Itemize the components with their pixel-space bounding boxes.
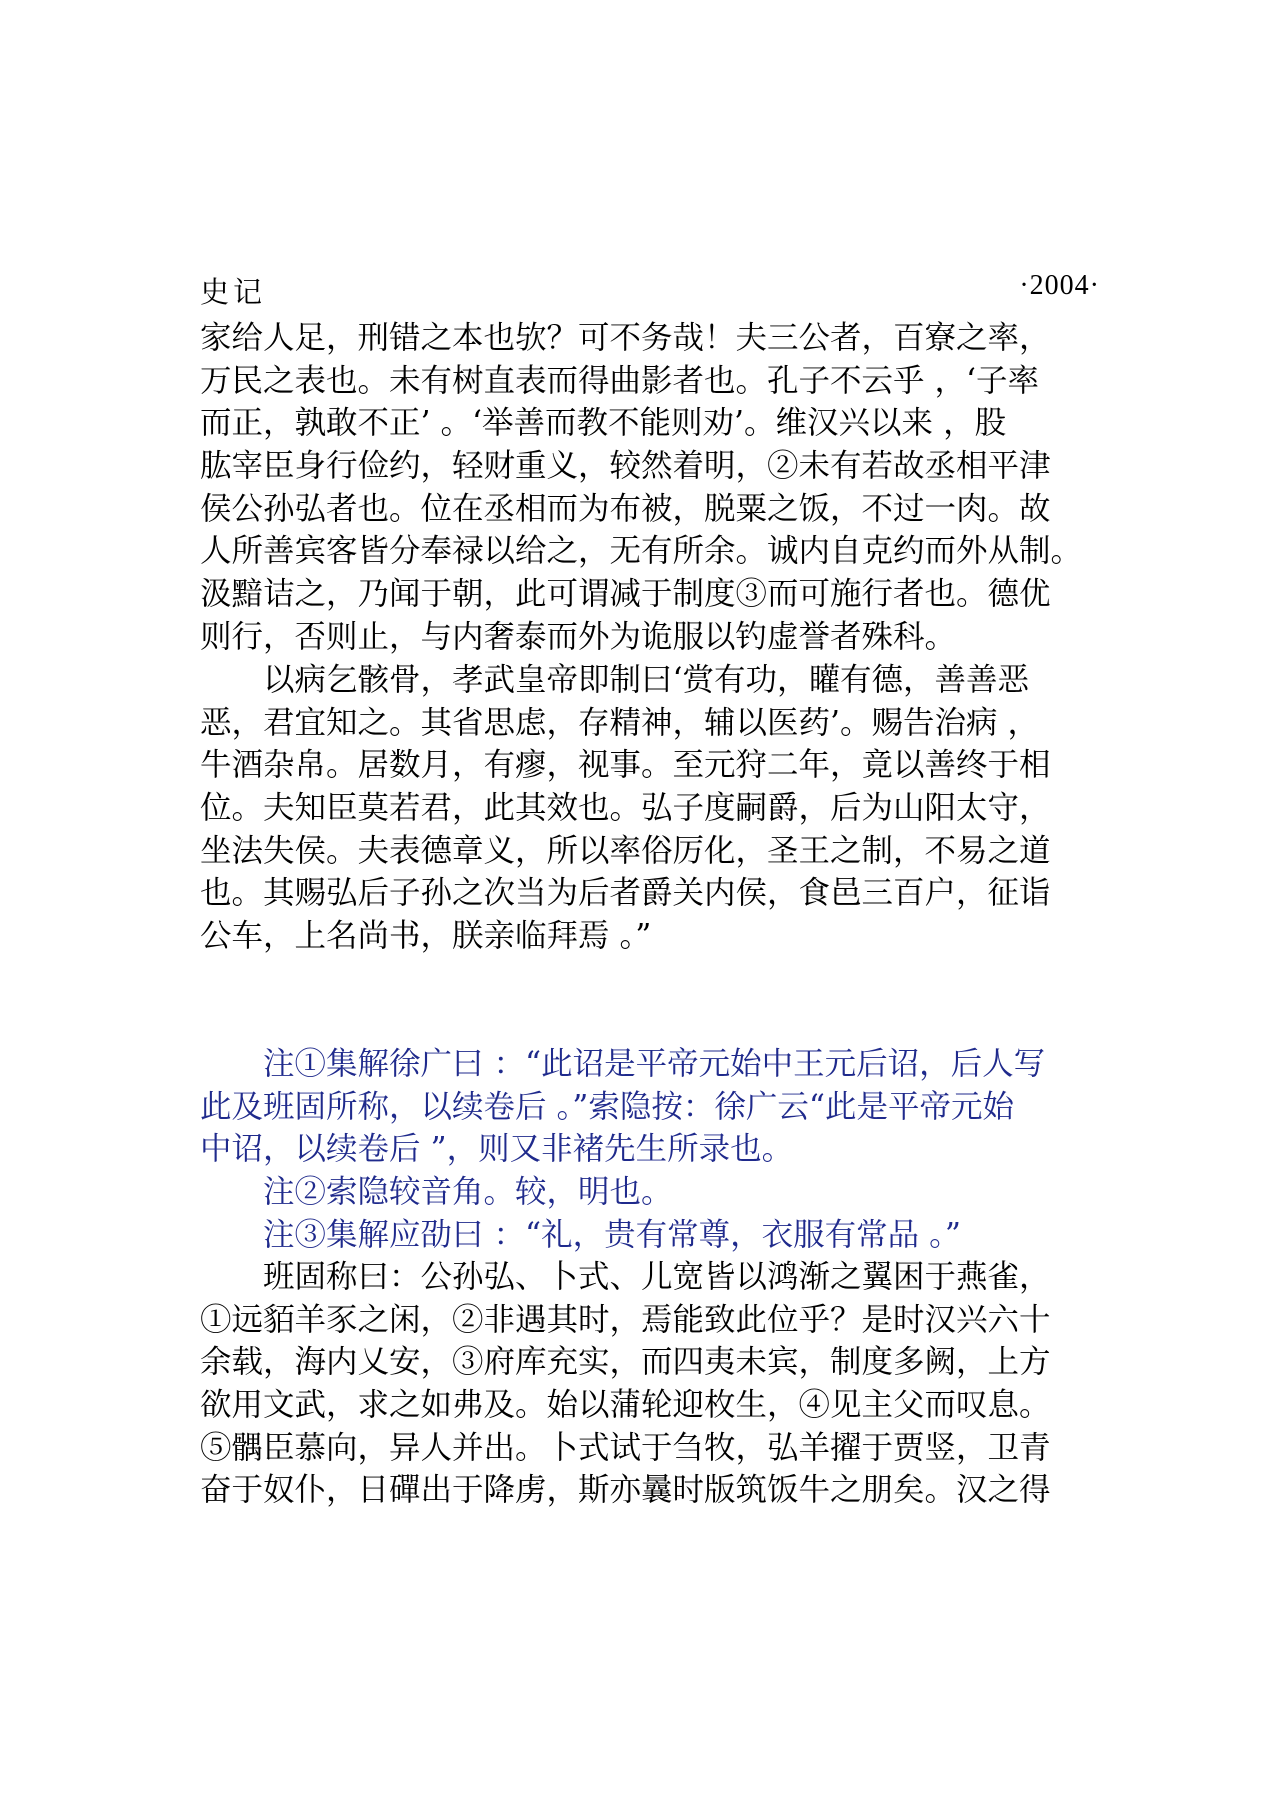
third-paragraph	[200, 1256, 1105, 1512]
text-line	[200, 659, 1105, 702]
note-line	[200, 1171, 1105, 1214]
second-paragraph	[200, 659, 1105, 958]
text-line: 奋于奴仆，日磾出于降虏，斯亦曩时版筑饭牛之朋矣。汉之得	[200, 1472, 1051, 1509]
text-line: 汲黯诘之，乃闻于朝，此可谓减于制度③而可施行者也。德优	[200, 576, 1051, 613]
text-line: 位。夫知臣莫若君，此其效也。弘子度嗣爵，后为山阳太守，	[200, 790, 1051, 827]
book-title: 史记	[200, 275, 267, 309]
text-line: 则行，否则止，与内奢泰而外为诡服以钓虚誉者殊科。	[200, 618, 957, 655]
page-number: ·2004·	[1019, 270, 1100, 301]
text-line: 余载，海内乂安，③府库充实，而四夷未宾，制度多阙，上方	[200, 1344, 1051, 1381]
note-line	[200, 1043, 1105, 1086]
text-line: 万民之表也。未有树直表而得曲影者也。孔子不云乎 ，‘子率	[200, 362, 1040, 399]
line-text: 以病乞骸骨，孝武皇帝即制曰‘赏有功，矔有德，善善恶	[263, 662, 1030, 698]
line-text: 注②索隐较音角。较，明也。	[263, 1174, 673, 1211]
text-line: ①远貊羊豕之闲，②非遇其时，焉能致此位乎？是时汉兴六十	[200, 1301, 1051, 1338]
text-line: 公车，上名尚书，朕亲临拜焉 。”	[200, 918, 652, 955]
text-line: 牛酒杂帛。居数月，有瘳，视事。至元狩二年，竟以善终于相	[200, 747, 1051, 784]
note-line: 中诏，以续卷后 ”，则又非褚先生所录也。	[200, 1131, 794, 1168]
text-line: 肱宰臣身行俭约，轻财重义，较然着明，②未有若故丞相平津	[200, 448, 1051, 485]
page-header	[200, 270, 1100, 310]
text-line: ⑤髃臣慕向，异人并出。卜式试于刍牧，弘羊擢于贾竖，卫青	[200, 1429, 1051, 1466]
text-line: 欲用文武，求之如弗及。始以蒲轮迎枚生，④见主父而叹息。	[200, 1387, 1051, 1424]
line-text: 注③集解应劭曰 ：“礼，贵有常尊，衣服有常品 。”	[263, 1216, 961, 1253]
text-line: 坐法失侯。夫表德章义，所以率俗厉化，圣王之制，不易之道	[200, 832, 1051, 869]
line-text: 注①集解徐广曰 ：“此诏是平帝元始中王元后诏，后人写	[263, 1046, 1046, 1082]
text-line: 恶，君宜知之。其省思虑，存精神，辅以医药’。赐告治病 ，	[200, 704, 1040, 741]
annotations	[200, 1043, 1105, 1256]
text-line: 也。其赐弘后子孙之次当为后者爵关内侯，食邑三百户，征诣	[200, 875, 1051, 912]
text-line: 家给人足，刑错之本也欤？可不务哉！夫三公者，百寮之率，	[200, 320, 1051, 356]
text-line: 人所善宾客皆分奉禄以给之，无有所余。诚内自克约而外从制。	[200, 533, 1083, 570]
main-paragraph	[200, 317, 1105, 659]
text-line: 侯公孙弘者也。位在丞相而为布被，脱粟之饭，不过一肉。故	[200, 490, 1051, 527]
text-line	[200, 1256, 1105, 1299]
note-line: 此及班固所称，以续卷后 。”索隐按：徐广云“此是平帝元始	[200, 1088, 1014, 1125]
text-line: 而正，孰敢不正’ 。‘举善而教不能则劝’。维汉兴以来 ，股	[200, 405, 1007, 442]
line-text: 班固称曰：公孙弘、卜式、儿宽皆以鸿渐之翼困于燕雀，	[263, 1259, 1051, 1295]
note-line	[200, 1214, 1105, 1257]
